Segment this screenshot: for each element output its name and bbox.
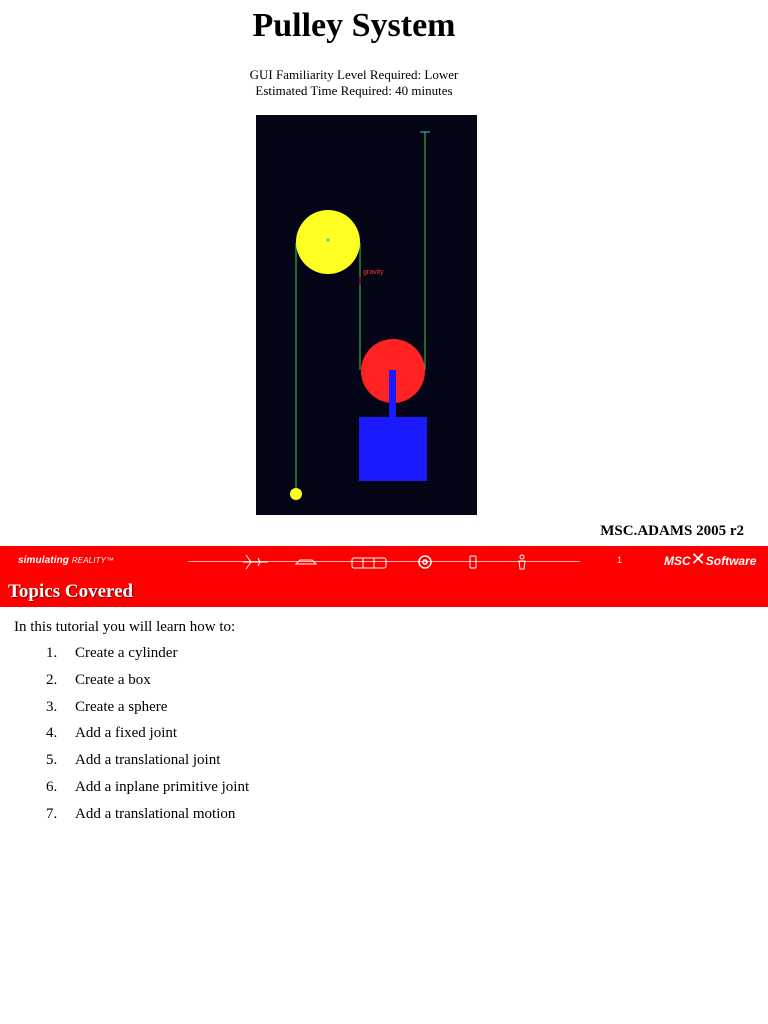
- meta-block: [0, 67, 708, 99]
- page-title: Pulley System: [252, 7, 456, 44]
- intro-text: In this tutorial you will learn how to:: [14, 619, 236, 635]
- counterweight-sphere: [290, 488, 302, 500]
- train-icon: [352, 558, 386, 568]
- version-label: MSC.ADAMS 2005 r2: [600, 523, 744, 539]
- page-number: 1: [617, 555, 623, 565]
- banner-icons: [188, 550, 588, 574]
- list-item: 7. Add a translational motion: [46, 805, 236, 822]
- list-item: 5. Add a translational joint: [46, 752, 221, 769]
- section-title: Topics Covered: [8, 581, 134, 602]
- person-icon: [519, 555, 525, 569]
- list-item: 4. Add a fixed joint: [46, 725, 178, 742]
- brand-tagline: simulating REALITY™: [18, 555, 115, 566]
- header-banner: [0, 546, 768, 607]
- gui-level-text: GUI Familiarity Level Required: Lower: [249, 67, 459, 82]
- phone-icon: [470, 556, 476, 568]
- hanging-block: [359, 417, 427, 481]
- list-item: 6. Add a inplane primitive joint: [46, 778, 250, 795]
- list-item: 2. Create a box: [46, 671, 151, 688]
- msc-logo: MSC✕Software: [664, 549, 757, 569]
- gravity-label: gravity: [363, 269, 384, 276]
- pulley-figure: [256, 115, 477, 515]
- time-required-text: Estimated Time Required: 40 minutes: [255, 83, 453, 98]
- list-item: 3. Create a sphere: [46, 698, 168, 715]
- top-pulley: [296, 210, 360, 274]
- banner-top-strip: [0, 546, 768, 576]
- topics-list: [46, 644, 249, 832]
- car-icon: [296, 560, 316, 564]
- disc-icon: [419, 556, 431, 568]
- connecting-rod: [389, 370, 396, 418]
- airplane-icon: [243, 555, 268, 569]
- list-item: 1. Create a cylinder: [46, 645, 178, 661]
